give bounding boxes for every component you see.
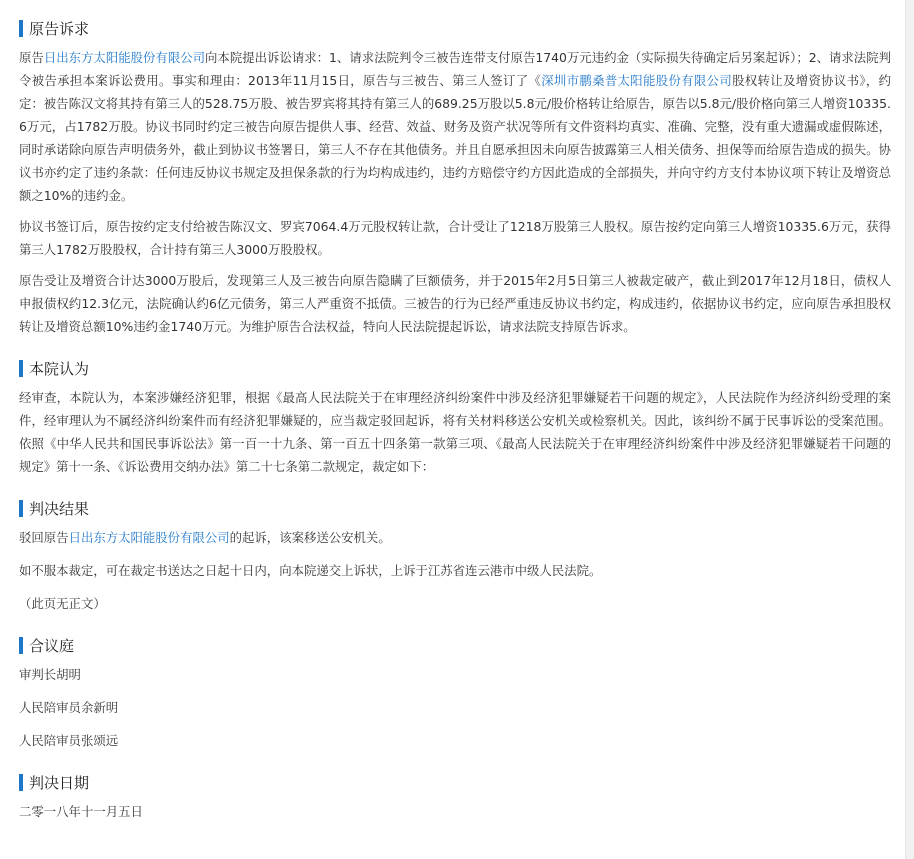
claims-paragraph-1 <box>19 46 891 207</box>
section-accent-bar <box>19 360 23 377</box>
company-link[interactable]: 深圳市鹏桑普太阳能股份有限公司 <box>541 73 733 88</box>
judgment-document <box>19 0 891 823</box>
text-segment: 驳回原告 <box>19 530 69 545</box>
judgment-paragraph-3: （此页无正文） <box>19 596 106 611</box>
judgment-date: 二零一八年十一月五日 <box>19 804 143 819</box>
section-accent-bar <box>19 637 23 654</box>
section-header-date <box>19 772 891 792</box>
section-header-panel <box>19 635 891 655</box>
text-segment: 的起诉，该案移送公安机关。 <box>229 530 391 545</box>
section-accent-bar <box>19 774 23 791</box>
claims-paragraph-3: 原告受让及增资合计达3000万股后，发现第三人及三被告向原告隐瞒了巨额债务，并于2015年2月5日第三人被裁定破产，截止到2017年12月18日，债权人申报债权约12.3亿元，法院确认约6亿元债务，第三人严重资不抵债。三被告的行为已经严重违反协议书约定，构成违约，依据协议书约定，应向原告承担股权转让及增资总额10%违约金1740万元。为维护原告合法权益，特向人民法院提起诉讼，请求法院支持原告诉求。 <box>19 273 891 334</box>
text-segment: 原告 <box>19 50 44 65</box>
section-header-claims <box>19 18 891 38</box>
vertical-scrollbar[interactable] <box>905 0 914 859</box>
panel-member: 人民陪审员余新明 <box>19 700 119 715</box>
section-title-panel: 合议庭 <box>29 636 75 655</box>
section-header-judgment <box>19 498 891 518</box>
section-title-judgment: 判决结果 <box>29 499 90 518</box>
section-title-date: 判决日期 <box>29 773 90 792</box>
judgment-paragraph-1 <box>19 526 891 549</box>
section-title-claims: 原告诉求 <box>29 19 90 38</box>
judgment-paragraph-2: 如不服本裁定，可在裁定书送达之日起十日内，向本院递交上诉状，上诉于江苏省连云港市中级人民法院。 <box>19 563 602 578</box>
plaintiff-link[interactable]: 日出东方太阳能股份有限公司 <box>43 50 206 65</box>
text-segment: 股权转让及增资协议书》，约定：被告陈汉文将其持有第三人的528.75万股、被告罗宾将其持有第三人的689.25万股以5.8元/股价格转让给原告，原告以5.8元/股价格向第三人增资10335.6万元，占1782万股。协议书同时约定三被告向原告提供人事、经营、效益、财务及资产状况等所有文件资料均真实、准确、完整，没有重大遗漏或虚假陈述，同时承诺除向原告声明债务外，截止到协议书签署日，第三人不存在其他债务。并且自愿承担因未向原告披露第三人相关债务、担保等而给原告造成的损失。协议书亦约定了违约条款：任何违反协议书规定及担保条款的行为均构成违约，违约方赔偿守约方因此造成的全部损失，并向守约方支付本协议项下转让及增资总额之10%的违约金。 <box>19 73 891 203</box>
panel-member: 审判长胡明 <box>19 667 81 682</box>
section-accent-bar <box>19 20 23 37</box>
panel-member: 人民陪审员张颂远 <box>19 733 119 748</box>
section-title-court-opinion: 本院认为 <box>29 359 90 378</box>
section-header-court-opinion <box>19 358 891 378</box>
claims-paragraph-2: 协议书签订后，原告按约定支付给被告陈汉文、罗宾7064.4万元股权转让款，合计受让了1218万股第三人股权。原告按约定向第三人增资10335.6万元，获得第三人1782万股股权，合计持有第三人3000万股股权。 <box>19 219 891 257</box>
court-opinion-paragraph: 经审查，本院认为，本案涉嫌经济犯罪，根据《最高人民法院关于在审理经济纠纷案件中涉及经济犯罪嫌疑若干问题的规定》，人民法院作为经济纠纷受理的案件，经审理认为不属经济纠纷案件而有经济犯罪嫌疑的，应当裁定驳回起诉，将有关材料移送公安机关或检察机关。因此，该纠纷不属于民事诉讼的受案范围。依照《中华人民共和国民事诉讼法》第一百一十九条、第一百五十四条第一款第三项、《最高人民法院关于在审理经济纠纷案件中涉及经济犯罪嫌疑若干问题的规定》第十一条、《诉讼费用交纳办法》第二十七条第二款规定，裁定如下： <box>19 390 891 474</box>
section-accent-bar <box>19 500 23 517</box>
plaintiff-link[interactable]: 日出东方太阳能股份有限公司 <box>68 530 230 545</box>
text-segment: 向本院提出诉讼请求：1、请求法院判令三被告连带支付原告1740万元违约金（实际损失待确定后另案起诉）；2、请求法院判令被告承担本案诉讼费用。事实和理由：2013年11月15日，原告与三被告、第三人签订了《 <box>19 50 892 88</box>
